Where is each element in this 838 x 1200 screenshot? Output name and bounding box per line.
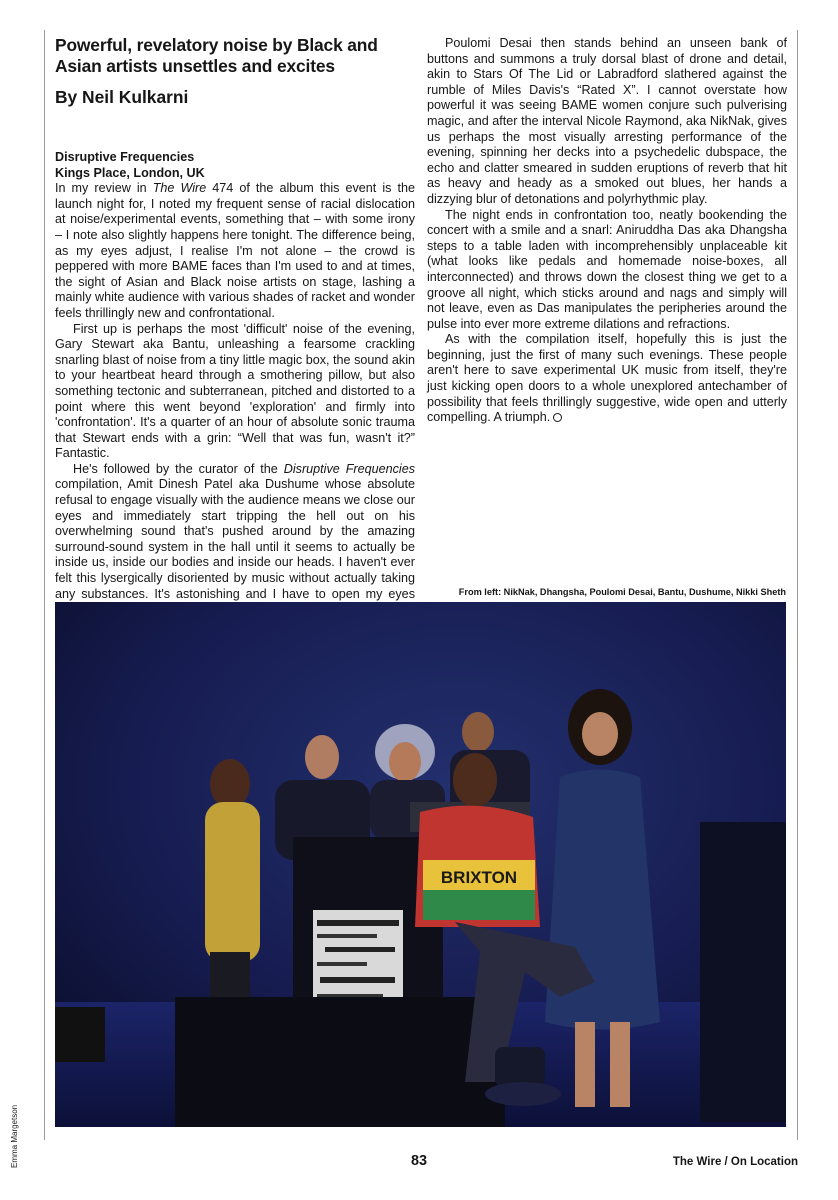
left-column-rule — [44, 30, 45, 1140]
right-page-rule — [797, 30, 798, 1140]
compilation-title: Disruptive Frequencies — [283, 461, 416, 476]
paragraph-5: The night ends in confrontation too, neatly bookending the concert with a smile and a snarl: Aniruddha Das aka Dhangsha steps to a table laden with incomprehensibly unplaceable kit (what looks like pedals and homemade noise-boxes, all interconnected) and throws down the closest thing we get to a groove all night, which sticks around and nags and simply will not leave, even as Das manipulates the peripheries around the pulse into ever more extreme dilations and refractions. — [427, 207, 787, 331]
paragraph-6-text: As with the compilation itself, hopefully this is just the beginning, just the first of many such evenings. These people aren't here to save experimental UK music from itself, they're just kicking open doors to a whole unexplored antechamber of possibility that feels thrillingly suggestive, wide open and utterly compelling. A triumph. — [427, 332, 787, 425]
shirt-lettering: BRIXTON — [440, 868, 518, 887]
event-venue: Kings Place, London, UK — [55, 165, 205, 180]
paragraph-3-rest: compilation, Amit Dinesh Patel aka Dushume whose absolute refusal to engage visually with the audience means we close our eyes and immediately start tripping the hell out on his overwhelming sound that's pushed around by the amazing surround-sound system in the hall until it seems to actually be inside us, inside our bodies and inside our heads. I haven't ever felt this lysergically disoriented by music without actually taking any substances. It's astonishing and I have to open my eyes — [55, 477, 415, 601]
paragraph-3-start: He's followed by the curator of the — [73, 461, 284, 476]
photo-caption: From left: NikNak, Dhangsha, Poulomi Desai, Bantu, Dushume, Nikki Sheth — [458, 587, 786, 597]
paragraph-4: Poulomi Desai then stands behind an unseen bank of buttons and summons a truly dorsal blast of drone and detail, akin to Stars Of The Lid or Labradford slathered against the rumble of Miles Davis's “Rated X”. I cannot overstate how powerful it was seeing BAME women conjure such pulverising magic, and after the interval Nicole Raymond, aka NikNak, gives us perhaps the most visually arresting performance of the evening, spinning her decks into a psychedelic dubspace, the echo and clatter smeared in sudden eruptions of reverb that hit as heavy and heady as a smoked out blues, her hands a dizzying blur of detonations and polyrhythmic play. — [427, 36, 787, 206]
end-mark-icon — [553, 413, 562, 422]
article-column-right — [427, 36, 787, 426]
magazine-title: The Wire — [152, 181, 207, 196]
paragraph-2: First up is perhaps the most 'difficult' noise of the evening, Gary Stewart aka Bantu, unleashing a fearsome crackling snarling blast of noise from a tiny little magic box, the sound akin to your heartbeat heard through a smothering pillow, but also something tectonic and subterranean, pitched and distorted to a point where this went beyond 'exploration' and firmly into 'confrontation'. It's a quarter of an hour of absolute sonic trauma that Stewart ends with a grin: “Well that was fun, wasn't it?” Fantastic. — [55, 321, 415, 461]
paragraph-1-start: In my review in — [55, 181, 153, 196]
paragraph-1 — [55, 181, 415, 321]
article-column-left — [55, 35, 415, 696]
photo-credit: Emma Margetson — [10, 1104, 19, 1168]
paragraph-1-rest: 474 of the album this event is the launch night for, I noted my frequent sense of racial dislocation at noise/experimental events, something that – with some irony – I note also slightly happens here tonight. The difference being, as my eyes adjust, I realise I'm not alone – the crowd is peppered with more BAME faces than I'm used to and at times, the sight of Asian and Black noise artists on stage, lashing a mainly white audience with various shades of racket and wonder feels thrillingly new and confrontational. — [55, 181, 415, 320]
page-number: 83 — [411, 1153, 428, 1169]
group-photo — [55, 602, 786, 1127]
article-headline: Powerful, revelatory noise by Black and Asian artists unsettles and excites — [55, 35, 378, 76]
running-head: The Wire / On Location — [672, 1156, 798, 1168]
paragraph-6 — [427, 332, 787, 426]
article-byline: By Neil Kulkarni — [55, 87, 189, 107]
event-title: Disruptive Frequencies — [55, 150, 195, 164]
